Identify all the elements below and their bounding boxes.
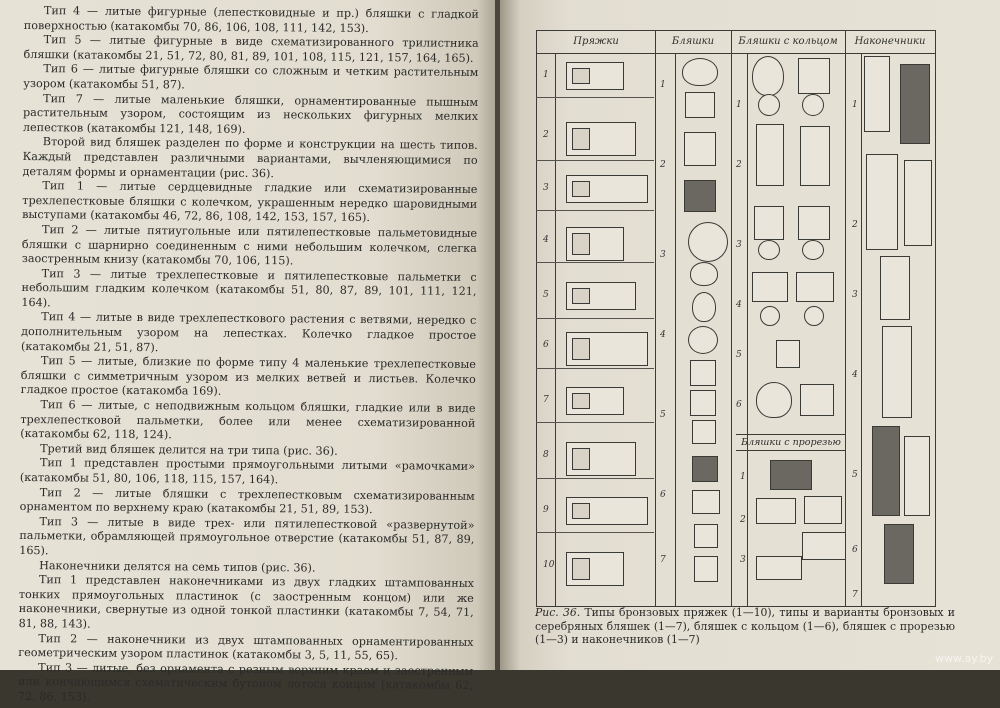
row-divider	[536, 97, 654, 98]
buckle-frame	[572, 503, 590, 519]
ring-plaque-drawing	[804, 306, 824, 326]
tip-drawing	[904, 436, 930, 516]
ring-plaque-drawing	[758, 94, 780, 116]
slot-plaques-header: Бляшки с прорезью	[736, 434, 846, 451]
header-plaques: Бляшки	[655, 31, 732, 53]
paragraph: Тип 1 представлен наконечниками из двух гладких штампованных тонких прямоугольных пластинок (с заостренным концом) или же наконечники, свернутые из одной тонкой пластинки (катакомбы 7, 54, 71, 81, 88, 143).	[18, 573, 475, 631]
ring-plaque-drawing	[758, 240, 780, 260]
column-divider	[747, 53, 748, 606]
slot-plaque-drawing	[804, 496, 842, 524]
ring-plaque-number: 1	[736, 100, 742, 110]
left-page-text	[18, 4, 479, 708]
plaque-drawing	[688, 326, 718, 354]
buckle-frame	[572, 558, 590, 580]
caption-text: Типы бронзовых пряжек (1—10), типы и варианты бронзовых и серебряных бляшек (1—7), бляшек с кольцом (1—6), бляшек с прорезью (1—3) и наконечников (1—7)	[535, 606, 955, 646]
tip-number: 3	[852, 290, 858, 300]
ring-plaque-drawing	[802, 94, 824, 116]
paragraph: Тип 1 представлен простыми прямоугольными литыми «рамочками» (катакомбы 51, 80, 106, 118, 115, 157, 164).	[19, 456, 476, 487]
paragraph: Тип 5 — литые, близкие по форме типу 4 маленькие трехлепестковые бляшки с симметричным узором из мелких ветвей и листьев. Колечко гладкое простое (катакомба 169).	[20, 354, 476, 399]
header-ring-plaques: Бляшки с кольцом	[731, 31, 846, 53]
slot-plaque-drawing	[756, 556, 802, 580]
row-divider	[536, 478, 654, 479]
plaque-number: 6	[660, 490, 666, 500]
ring-plaque-drawing	[796, 272, 834, 302]
ring-plaque-drawing	[754, 206, 784, 240]
plaque-drawing	[682, 58, 718, 86]
ring-plaque-number: 2	[736, 160, 742, 170]
header-tips: Наконечники	[854, 36, 926, 47]
ring-plaque-drawing	[760, 306, 780, 326]
buckle-frame	[572, 233, 590, 255]
buckle-frame	[572, 68, 590, 84]
plaque-drawing	[692, 420, 716, 444]
buckle-frame	[572, 338, 590, 360]
paragraph: Тип 4 — литые в виде трехлепесткового растения с ветвями, нередко с дополнительным узором на лепестках. Колечко гладкое простое (катакомбы 21, 51, 87).	[20, 310, 477, 354]
ring-plaque-number: 6	[736, 400, 742, 410]
plaque-drawing	[684, 132, 716, 166]
paragraph: Третий вид бляшек делится на три типа (рис. 36).	[40, 441, 338, 458]
slot-plaque-drawing	[802, 532, 846, 560]
buckle-frame	[572, 448, 590, 470]
paragraph: Тип 1 — литые сердцевидные гладкие или схематизированные трехлепестковые бляшки с колечком, украшенным нередко шаровидными выступами (катакомбы 46, 72, 86, 108, 142, 153, 157, 165).	[22, 179, 478, 225]
caption-label: Рис. 36.	[535, 606, 581, 619]
tip-drawing	[880, 256, 910, 320]
row-divider	[536, 422, 654, 423]
tip-drawing	[872, 426, 900, 516]
plaque-number: 3	[660, 250, 666, 260]
buckle-number: 9	[543, 505, 549, 515]
column-divider	[555, 53, 556, 606]
plaque-number: 4	[660, 330, 666, 340]
paragraph: Тип 6 — литые фигурные бляшки со сложным и четким растительным узором (катакомбы 51, 87).	[23, 62, 479, 92]
column-divider	[845, 53, 846, 606]
ring-plaque-drawing	[800, 126, 830, 186]
row-divider	[536, 160, 654, 161]
plaque-number: 5	[660, 410, 666, 420]
column-divider	[675, 53, 676, 606]
buckle-number: 3	[543, 183, 549, 193]
slot-plaque-number: 3	[740, 555, 746, 565]
plaque-number: 1	[660, 80, 666, 90]
left-page	[0, 0, 497, 704]
buckle-number: 10	[543, 560, 555, 570]
plaque-number: 7	[660, 555, 666, 565]
row-divider	[536, 532, 654, 533]
plaque-drawing	[690, 390, 716, 416]
ring-plaque-drawing	[756, 382, 792, 418]
plaque-drawing	[694, 556, 718, 582]
row-divider	[536, 262, 654, 263]
buckle-number: 6	[543, 340, 549, 350]
tip-number: 1	[852, 100, 858, 110]
slot-plaque-drawing	[770, 460, 812, 490]
buckle-frame	[572, 393, 590, 409]
plaque-drawing	[690, 262, 718, 286]
buckle-number: 8	[543, 450, 549, 460]
paragraph: Тип 3 — литые трехлепестковые и пятилепестковые пальметки с небольшим гладким колечком (катакомбы 51, 80, 87, 89, 101, 111, 121, 164).	[21, 266, 477, 310]
plaque-drawing	[690, 360, 716, 386]
plaque-drawing	[692, 292, 716, 322]
ring-plaque-drawing	[752, 272, 788, 302]
buckle-number: 7	[543, 395, 549, 405]
tip-drawing	[900, 64, 930, 144]
ring-plaque-drawing	[798, 58, 830, 94]
row-divider	[536, 318, 654, 319]
header-divider	[537, 53, 935, 54]
column-divider	[731, 53, 732, 606]
column-divider	[861, 53, 862, 606]
tip-number: 5	[852, 470, 858, 480]
buckle-number: 5	[543, 290, 549, 300]
plaque-drawing	[688, 222, 728, 262]
plaque-drawing	[685, 92, 715, 118]
ring-plaque-drawing	[800, 384, 834, 416]
row-divider	[536, 368, 654, 369]
paragraph: Наконечники делятся на семь типов (рис. 36).	[39, 558, 316, 575]
tip-drawing	[882, 326, 912, 418]
ring-plaque-drawing	[776, 340, 800, 368]
slot-plaque-number: 2	[740, 515, 746, 525]
paragraph: Тип 3 — литые в виде трех- или пятилепестковой «развернутой» пальметки, обрамляющей прямоугольное отверстие (катакомбы 51, 87, 89, 165).	[19, 514, 475, 558]
row-divider	[536, 210, 654, 211]
ring-plaque-drawing	[752, 56, 784, 96]
tip-drawing	[884, 524, 914, 584]
plaque-drawing	[684, 180, 716, 212]
tip-drawing	[864, 56, 890, 132]
buckle-frame	[572, 181, 590, 197]
paragraph: Тип 2 — литые пятиугольные или пятилепестковые пальметовидные бляшки с шарнирно соединенным с ними небольшим колечком, слегка заостренным книзу (катакомбы 70, 106, 115).	[21, 223, 478, 268]
slot-plaque-drawing	[756, 498, 796, 524]
ring-plaque-number: 5	[736, 350, 742, 360]
buckle-number: 1	[543, 70, 549, 80]
plaque-drawing	[692, 490, 720, 514]
slot-plaque-number: 1	[740, 472, 746, 482]
paragraph: Второй вид бляшек разделен по форме и конструкции на шесть типов. Каждый представлен различными вариантами, вычленяющимися по деталям формы и орнаментации (рис. 36).	[22, 135, 478, 180]
plaque-drawing	[692, 456, 718, 482]
tip-number: 4	[852, 370, 858, 380]
tip-drawing	[904, 160, 932, 246]
buckle-frame	[572, 288, 590, 304]
paragraph: Тип 6 — литые, с неподвижным кольцом бляшки, гладкие или в виде трехлепестковой пальметки, более или менее схематизированной (катакомбы 62, 118, 124).	[20, 398, 476, 442]
ring-plaque-number: 3	[736, 240, 742, 250]
paragraph: Тип 4 — литые фигурные (лепестковидные и пр.) бляшки с гладкой поверхностью (катакомбы 70, 86, 106, 108, 111, 142, 153).	[23, 4, 479, 35]
tip-drawing	[866, 154, 898, 250]
ring-plaque-drawing	[756, 124, 784, 186]
paragraph: Тип 5 — литые фигурные в виде схематизированного трилистника бляшки (катакомбы 21, 51, 72, 80, 81, 89, 101, 108, 115, 121, 157, 164, 165).	[23, 33, 479, 65]
tip-number: 7	[852, 590, 858, 600]
buckle-frame	[572, 128, 590, 150]
watermark: www.ay.by	[935, 652, 994, 665]
ring-plaque-number: 4	[736, 300, 742, 310]
column-divider	[655, 53, 656, 606]
ring-plaque-drawing	[798, 206, 830, 240]
plaque-drawing	[694, 524, 718, 548]
tip-number: 2	[852, 220, 858, 230]
plaque-number: 2	[660, 160, 666, 170]
paragraph: Тип 3 — литые, без орнамента с резным верхним краем и заостренным или кончающимся схематическим бутоном лотоса концом (катакомбы 62, 72, 86, 153).	[17, 660, 474, 704]
paragraph: Тип 2 — литые бляшки с трехлепестковым схематизированным орнаментом по верхнему краю (катакомбы 21, 51, 89, 153).	[19, 485, 475, 517]
figure-caption	[535, 606, 955, 647]
buckle-number: 2	[543, 130, 549, 140]
paragraph: Тип 2 — наконечники из двух штампованных орнаментированных геометрическим узором пластинок (катакомбы 3, 5, 11, 55, 65).	[18, 631, 474, 663]
header-buckles: Пряжки	[537, 31, 656, 53]
ring-plaque-drawing	[802, 240, 824, 260]
tip-number: 6	[852, 545, 858, 555]
paragraph: Тип 7 — литые маленькие бляшки, орнаментированные пышным растительным узором, состоящим из нескольких фигурных мелких лепестков (катакомбы 121, 148, 169).	[22, 91, 479, 136]
buckle-number: 4	[543, 235, 549, 245]
